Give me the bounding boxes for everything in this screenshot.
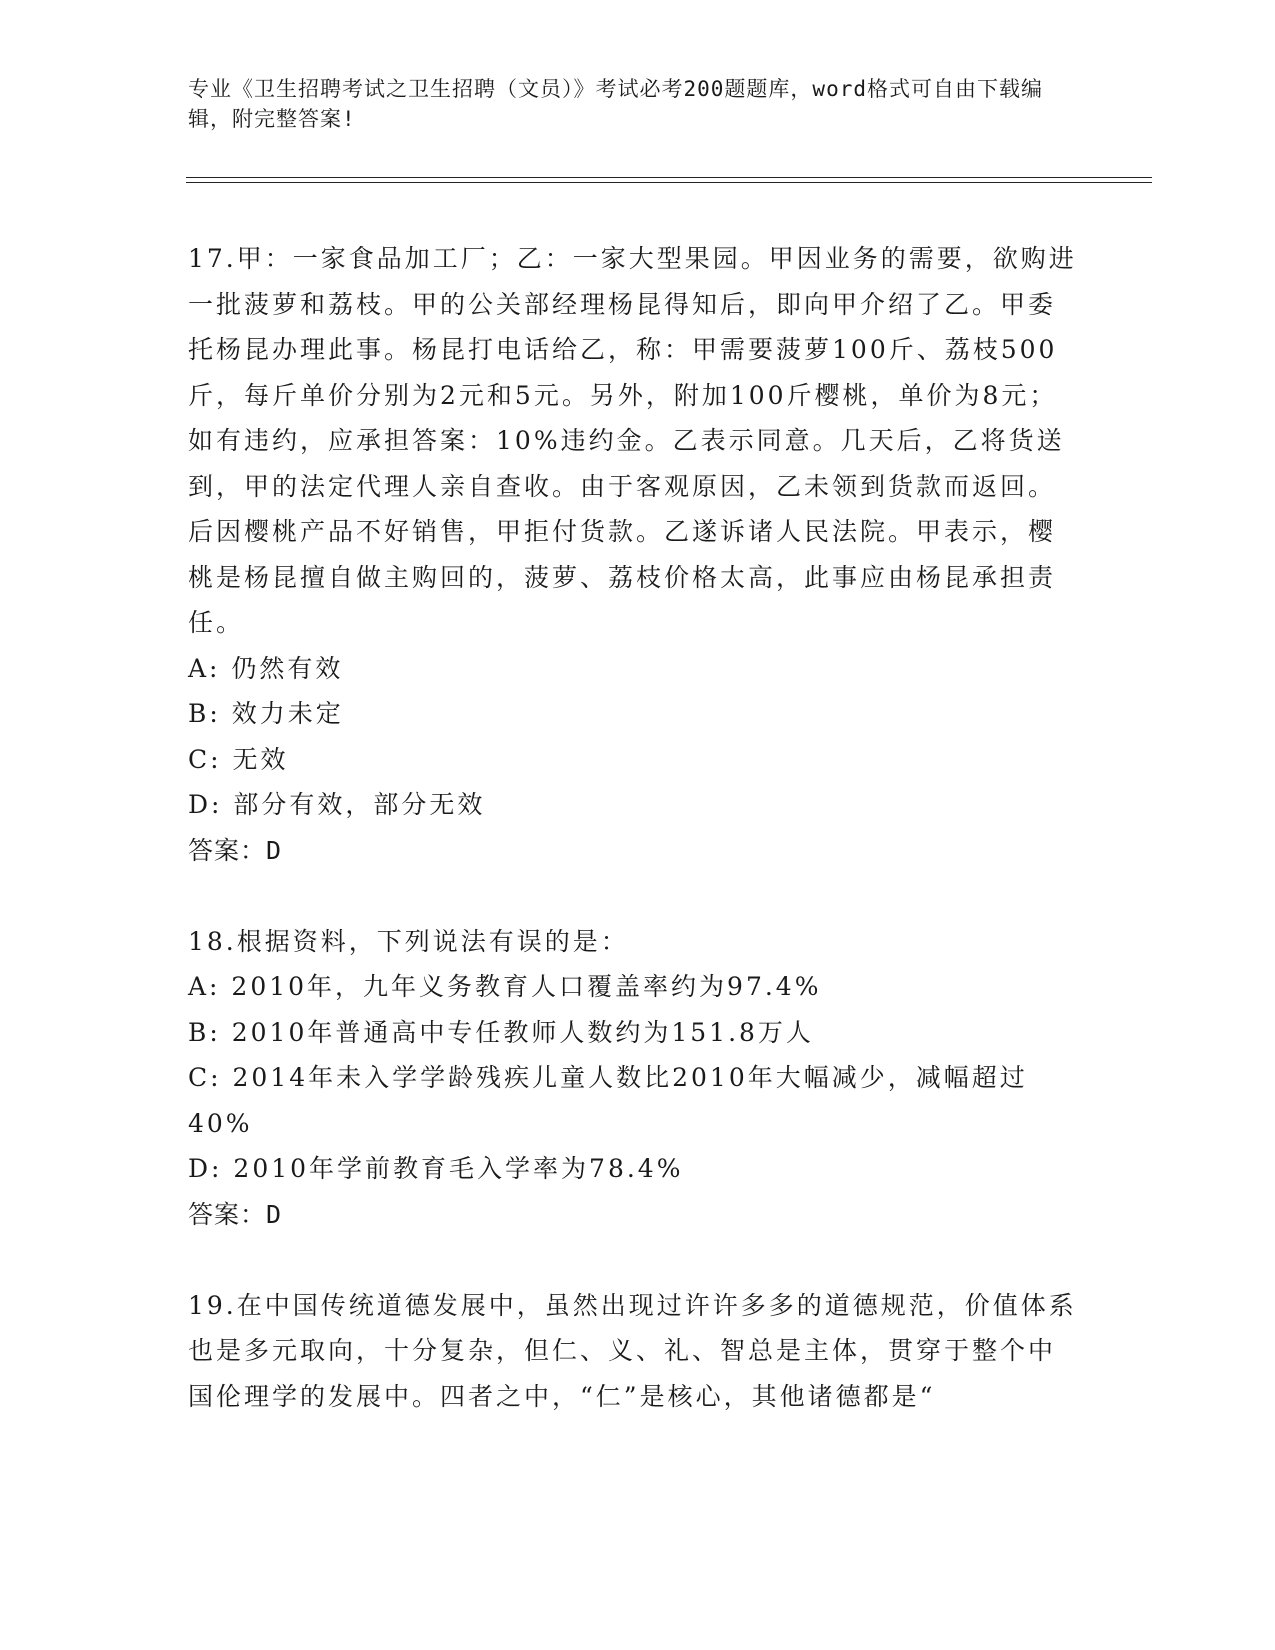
spacer (188, 873, 1078, 919)
option-d: D: 部分有效，部分无效 (188, 790, 486, 819)
question-list (188, 236, 1078, 1419)
spacer (188, 1237, 1078, 1283)
answer-label: 答案：D (188, 835, 283, 865)
option-a: A: 2010年，九年义务教育人口覆盖率约为97.4% (188, 972, 822, 1001)
option-a: A: 仍然有效 (188, 653, 344, 683)
question-19 (188, 1283, 1078, 1420)
question-text: 18.根据资料，下列说法有误的是： (188, 926, 629, 956)
option-c: C: 2014年未入学学龄残疾儿童人数比2010年大幅减少，减幅超过40% (188, 1063, 1028, 1138)
question-text: 17.甲：一家食品加工厂；乙：一家大型果园。甲因业务的需要，欲购进一批菠萝和荔枝。甲的公关部经理杨昆得知后，即向甲介绍了乙。甲委托杨昆办理此事。杨昆打电话给乙，称：甲需要菠萝100斤、荔枝500斤，每斤单价分别为2元和5元。另外，附加100斤樱桃，单价为8元；如有违约，应承担答案：10%违约金。乙表示同意。几天后，乙将货送到，甲的法定代理人亲自查收。由于客观原因，乙未领到货款而返回。后因樱桃产品不好销售，甲拒付货款。乙遂诉诸人民法院。甲表示，樱桃是杨昆擅自做主购回的，菠萝、荔枝价格太高，此事应由杨昆承担责任。 (188, 244, 1077, 637)
header-divider-bottom (186, 182, 1152, 183)
option-b: B: 2010年普通高中专任教师人数约为151.8万人 (188, 1017, 814, 1047)
option-b: B: 效力未定 (188, 699, 344, 728)
option-d: D: 2010年学前教育毛入学率为78.4% (188, 1154, 684, 1183)
header-divider-top (186, 177, 1152, 178)
question-18 (188, 919, 1078, 1238)
question-17 (188, 236, 1078, 873)
question-text: 19.在中国传统道德发展中，虽然出现过许许多多的道德规范，价值体系也是多元取向，十分复杂，但仁、义、礼、智总是主体，贯穿于整个中国伦理学的发展中。四者之中，“仁”是核心，其他诸德都是“ (188, 1290, 1077, 1411)
option-c: C: 无效 (188, 744, 289, 774)
document-header: 专业《卫生招聘考试之卫生招聘（文员）》考试必考200题题库，word格式可自由下载编辑，附完整答案! (188, 77, 1043, 131)
answer-label: 答案：D (188, 1199, 283, 1229)
